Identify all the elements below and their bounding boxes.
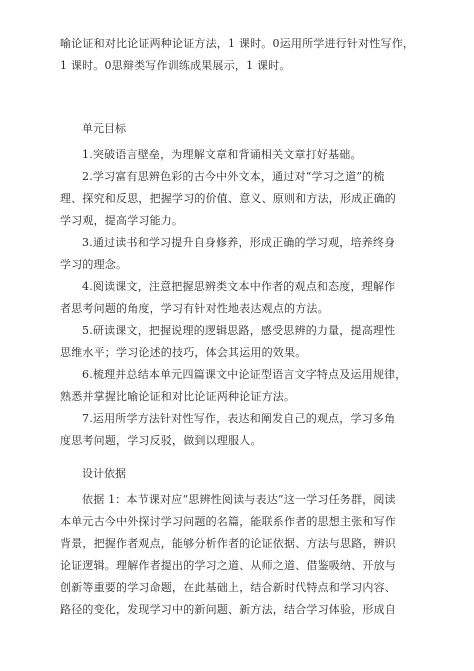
goal-line: 2.学习富有思辨色彩的古今中外文本，通过对“学习之道”的梳 (82, 170, 385, 183)
section-heading-goals: 单元目标 (82, 122, 126, 135)
goal-line: 4.阅读课文，注意把握思辨类文本中作者的观点和态度，理解作 (82, 280, 396, 293)
goal-item-1 (60, 144, 414, 166)
basis-line: 路径的变化，发现学习中的新问题、新方法，结合学习体验，形成自 (60, 603, 396, 616)
basis-line: 创新等重要的学习命题，在此基础上，结合新时代特点和学习内容、 (60, 581, 396, 594)
goal-line: 学习观，提高学习能力。 (60, 214, 184, 227)
basis-section (60, 463, 414, 621)
goal-line: 学习的理念。 (60, 258, 128, 271)
goal-line: 者思考问题的角度，学习有针对性地表达观点的方法。 (60, 302, 329, 315)
goal-item-6 (60, 364, 414, 408)
goal-item-2 (60, 166, 414, 232)
goal-item-4 (60, 276, 414, 320)
basis-line: 本单元古今中外探讨学习问题的名篇，能联系作者的思想主张和写作 (60, 515, 396, 528)
intro-paragraph (60, 33, 414, 77)
goal-line: 5.研读课文，把握说理的逻辑思路，感受思辨的力量，提高理性 (82, 324, 396, 337)
goal-line: 7.运用所学方法针对性写作，表达和阐发自己的观点，学习多角 (82, 412, 396, 425)
goals-section (60, 118, 414, 452)
basis-line: 背景，把握作者观点，能够分析作者的论证依据、方法与思路，辨识 (60, 537, 396, 550)
goal-line: 度思考问题，学习反驳，做到以理服人。 (60, 434, 262, 447)
goal-line: 3.通过读书和学习提升自身修养，形成正确的学习观，培养终身 (82, 236, 396, 249)
basis-line: 依据 1：本节课对应“思辨性阅读与表达”这一学习任务群，阅读 (82, 493, 396, 506)
goal-line: 1.突破语言壁垒，为理解文章和背诵相关文章打好基础。 (82, 148, 362, 161)
goal-item-7 (60, 408, 414, 452)
intro-line: 喻论证和对比论证两种论证方法，1 课时。0运用所学进行针对性写作， (60, 37, 415, 50)
section-heading-basis: 设计依据 (82, 467, 126, 480)
goal-line: 思维水平；学习论述的技巧，体会其运用的效果。 (60, 346, 307, 359)
goal-item-3 (60, 232, 414, 276)
basis-line: 论证逻辑。理解作者提出的学习之道、从师之道、借鉴吸纳、开放与 (60, 559, 396, 572)
goal-line: 理、探究和反思，把握学习的价值、意义、原则和方法，形成正确的 (60, 192, 396, 205)
goal-item-5 (60, 320, 414, 364)
intro-line: 1 课时。0思辩类写作训练成果展示，1 课时。 (60, 59, 291, 72)
goal-line: 6.梳理并总结本单元四篇课文中论证型语言文字特点及运用规律， (82, 368, 407, 381)
goal-line: 熟悉并掌握比喻论证和对比论证两种论证方法。 (60, 390, 296, 403)
